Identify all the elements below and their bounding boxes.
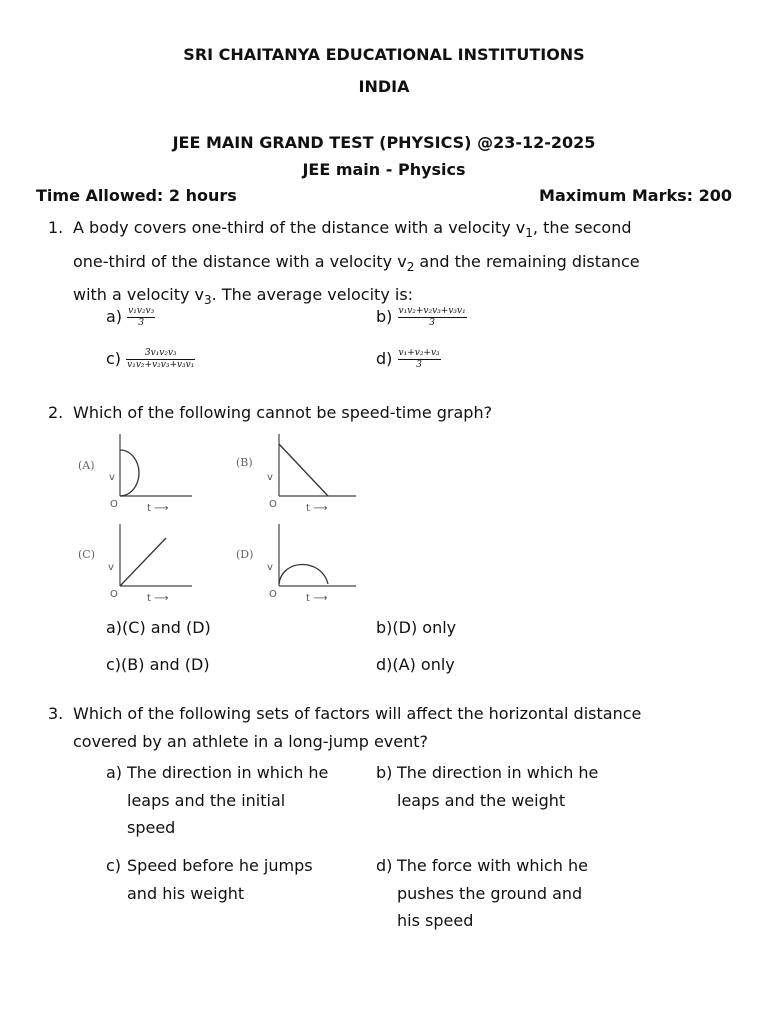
option-d[interactable]	[376, 345, 441, 373]
question-line: covered by an athlete in a long-jump event?	[73, 731, 429, 751]
graph-d	[236, 524, 356, 604]
option-label: d)	[376, 655, 393, 674]
option-a[interactable]	[106, 614, 211, 642]
question-number: 1.	[48, 218, 64, 237]
max-marks: Maximum Marks: 200	[539, 186, 732, 205]
graph-label: (D)	[236, 548, 254, 561]
option-fraction: $\frac{\text{v₁v₂+v₂v₃+v₃v₁}}{3}$	[398, 306, 466, 328]
y-axis-label: v	[267, 562, 273, 573]
option-text: (C) and (D)	[122, 618, 211, 637]
option-label: d)	[376, 856, 393, 875]
option-label: a)	[106, 763, 123, 782]
option-label: c)	[106, 856, 122, 875]
graph-label: (C)	[78, 548, 95, 561]
option-label: b)	[376, 763, 393, 782]
option-label: b)	[376, 618, 393, 637]
test-subtitle: JEE main - Physics	[302, 160, 466, 179]
option-label: a)	[106, 618, 123, 637]
origin-label: O	[269, 499, 277, 510]
semicircle-curve	[120, 450, 139, 496]
straight-line-decreasing	[279, 444, 328, 496]
country-title: INDIA	[358, 77, 410, 96]
x-axis-label: t ⟶	[147, 593, 169, 604]
test-title: JEE MAIN GRAND TEST (PHYSICS) @23-12-2025	[172, 133, 596, 152]
option-text: (A) only	[392, 655, 455, 674]
option-b[interactable]	[376, 303, 467, 331]
option-c[interactable]	[106, 852, 366, 907]
question-number: 2.	[48, 403, 64, 422]
option-d[interactable]	[376, 651, 455, 679]
option-label: c)	[106, 349, 122, 368]
straight-line-increasing	[120, 538, 166, 586]
option-text: The direction in which he leaps and the weight	[397, 763, 599, 810]
option-b[interactable]	[376, 759, 636, 814]
option-c[interactable]	[106, 345, 195, 373]
option-fraction: $\frac{\text{3v₁v₂v₃}}{\text{v₁v₂+v₂v₃+v₃v₁}}$	[127, 348, 195, 370]
graph-a	[78, 434, 192, 514]
graph-b	[236, 434, 356, 514]
x-axis-label: t ⟶	[306, 503, 328, 514]
option-text: Speed before he jumps and his weight	[127, 856, 313, 903]
x-axis-label: t ⟶	[306, 593, 328, 604]
option-text: (B) and (D)	[121, 655, 210, 674]
option-fraction: $\frac{\text{v₁v₂v₃}}{3}$	[128, 306, 155, 328]
y-axis-label: v	[109, 472, 115, 483]
dome-curve	[279, 565, 328, 585]
graph-c	[78, 524, 192, 604]
option-a[interactable]	[106, 303, 155, 331]
origin-label: O	[269, 589, 277, 600]
option-label: d)	[376, 349, 393, 368]
option-d[interactable]	[376, 852, 636, 935]
y-axis-label: v	[267, 472, 273, 483]
speed-time-graphs-figure	[70, 428, 410, 608]
option-text: The direction in which he leaps and the initial speed	[127, 763, 329, 837]
question-number: 3.	[48, 704, 64, 723]
question-line: one-third of the distance with a velocity $v_2$ and the remaining distance	[73, 251, 640, 274]
question-line: with a velocity $v_3$. The average velocity is:	[73, 285, 414, 308]
option-text: The force with which he pushes the ground and his speed	[397, 856, 588, 930]
question-text	[73, 214, 733, 315]
question-line: A body covers one-third of the distance with a velocity $v_1$, the second	[73, 218, 632, 241]
option-b[interactable]	[376, 614, 456, 642]
option-fraction: $\frac{\text{v₁+v₂+v₃}}{3}$	[398, 348, 440, 370]
time-allowed: Time Allowed: 2 hours	[36, 186, 237, 205]
option-text: (D) only	[392, 618, 457, 637]
option-c[interactable]	[106, 651, 210, 679]
institution-title: SRI CHAITANYA EDUCATIONAL INSTITUTIONS	[183, 45, 585, 64]
y-axis-label: v	[108, 562, 114, 573]
option-label: a)	[106, 307, 123, 326]
graph-label: (B)	[236, 456, 253, 469]
origin-label: O	[110, 499, 118, 510]
question-line: Which of the following sets of factors will affect the horizontal distance	[73, 704, 642, 723]
option-a[interactable]	[106, 759, 366, 842]
graph-label: (A)	[78, 459, 95, 472]
option-label: b)	[376, 307, 393, 326]
origin-label: O	[110, 589, 118, 600]
option-label: c)	[106, 655, 122, 674]
question-text	[73, 700, 733, 755]
question-text: Which of the following cannot be speed-time graph?	[73, 403, 493, 422]
x-axis-label: t ⟶	[147, 503, 169, 514]
